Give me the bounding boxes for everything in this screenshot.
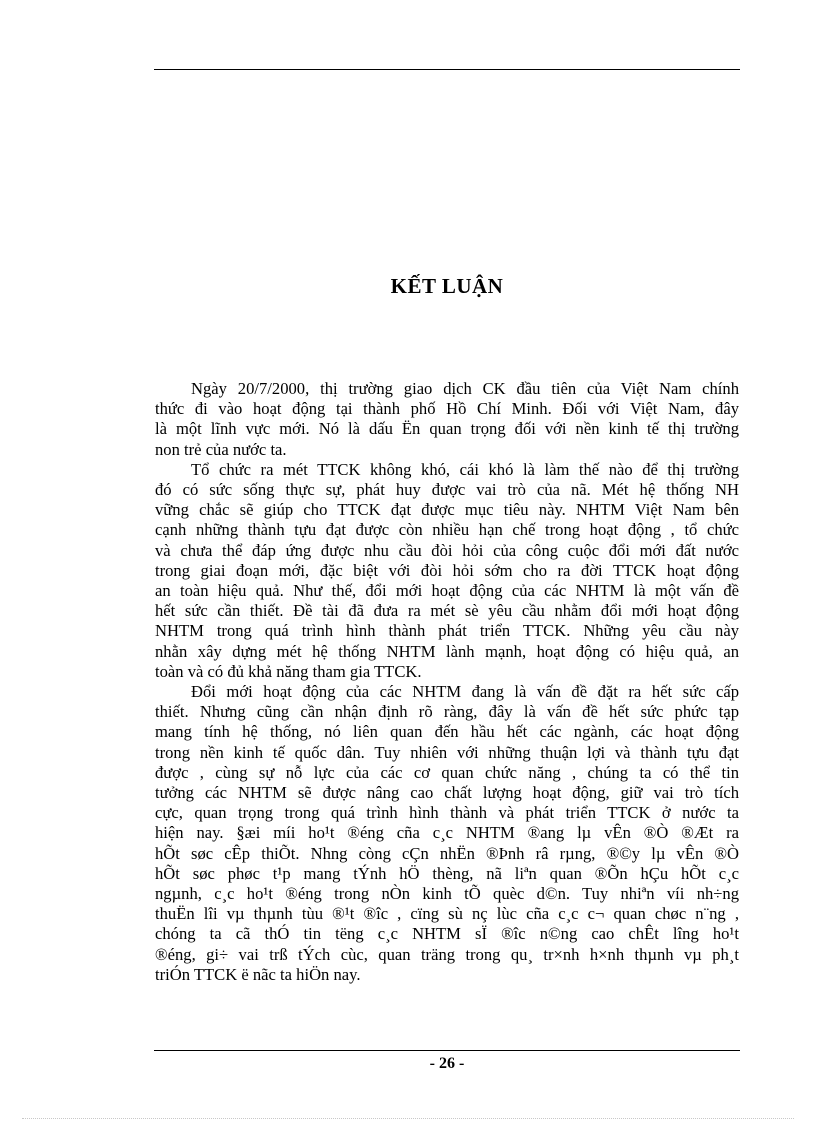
text-line: là một lĩnh vực mới. Nó là dấu Ën quan trọng đối với nền kinh tế thị trường xyxy=(155,419,739,439)
text-line: toàn và có đủ khả năng tham gia TTCK. xyxy=(155,661,422,681)
text-line: trong nền kinh tế quốc dân. Tuy nhiên với những thuận lợi và thành tựu đạt xyxy=(155,742,739,762)
text-line: cạnh những thành tựu đạt được còn nhiều hạn chế trong hoạt động , tổ chức xyxy=(155,520,739,540)
text-line: trong giai đoạn mới, đặc biệt với đòi hỏi sớm cho ra đời TTCK hoạt động xyxy=(155,560,739,580)
text-line: triÓn TTCK ë nãc ta hiÖn nay. xyxy=(155,964,361,984)
text-line: Ngày 20/7/2000, thị trường giao dịch CK đầu tiên của Việt Nam chính xyxy=(191,379,739,398)
text-line: hÕt søc cÊp thiÕt. Nhng còng cÇn nhËn ®Þnh râ rµng, ®©y lµ vÊn ®Ò xyxy=(155,843,739,863)
page-number: - 26 - xyxy=(429,1055,465,1072)
text-line: được , cùng sự nỗ lực của các cơ quan chức năng , chúng ta có thể tin xyxy=(155,762,739,782)
text-line: hiện nay. §æi míi ho¹t ®éng cña c¸c NHTM ®ang lµ vÊn ®Ò ®Æt ra xyxy=(155,823,739,843)
text-line: hÕt søc phøc t¹p mang tÝnh hÖ thèng, nã liªn quan ®Õn hÇu hÕt c¸c xyxy=(155,863,739,883)
text-line: chóng ta cã thÓ tin tëng c¸c NHTM sÏ ®îc n©ng cao chÊt lîng ho¹t xyxy=(155,924,739,944)
text-line: hết sức cần thiết. Đề tài đã đưa ra mét sè yêu cầu nhằm đổi mới hoạt động xyxy=(155,601,739,621)
footer-rule xyxy=(154,1050,740,1051)
text-line: cực, quan trọng trong quá trình hình thành và phát triển TTCK ở nước ta xyxy=(155,803,739,823)
header-rule xyxy=(154,69,740,70)
page-title: KẾT LUẬN xyxy=(390,274,504,298)
paragraph-1 xyxy=(155,379,739,460)
text-line: ngµnh, c¸c ho¹t ®éng trong nÒn kinh tÕ quèc d©n. Tuy nhiªn víi nh÷ng xyxy=(155,884,739,904)
page-edge-divider xyxy=(22,1118,794,1119)
paragraph-2 xyxy=(155,460,739,682)
document-body xyxy=(155,379,739,985)
text-line: đó có sức sống thực sự, phát huy được vai trò của nã. Mét hệ thống NH xyxy=(155,480,739,500)
text-line: nhằn xây dựng mét hệ thống NHTM lành mạnh, hoạt động có hiệu quả, an xyxy=(155,641,739,661)
text-line: tưởng các NHTM sẽ được nâng cao chất lượng hoạt động, giữ vai trò tích xyxy=(155,783,739,803)
text-line: thức đi vào hoạt động tại thành phố Hồ Chí Minh. Đối với Việt Nam, đây xyxy=(155,399,739,419)
paragraph-3 xyxy=(155,682,739,985)
text-line: Đổi mới hoạt động của các NHTM đang là vấn đề đặt ra hết sức cấp xyxy=(191,682,739,702)
text-line: Tổ chức ra mét TTCK không khó, cái khó là làm thế nào để thị trường xyxy=(191,459,739,479)
text-line: NHTM trong quá trình hình thành phát triển TTCK. Những yêu cầu này xyxy=(155,621,739,641)
text-line: vững chắc sẽ giúp cho TTCK đạt được mục tiêu này. NHTM Việt Nam bên xyxy=(155,500,739,520)
text-line: non trẻ của nước ta. xyxy=(155,439,287,459)
text-line: ®éng, gi÷ vai trß tÝch cùc, quan träng trong qu¸ tr×nh h×nh thµnh vµ ph¸t xyxy=(155,944,739,964)
text-line: thiết. Nhưng cũng cần nhận định rõ ràng, đây là vấn đề hết sức phức tạp xyxy=(155,702,739,722)
text-line: và chưa thể đáp ứng được nhu cầu đòi hỏi của công cuộc đổi mới đất nước xyxy=(155,540,739,560)
text-line: thuËn lîi vµ thµnh tùu ®¹t ®îc , cïng sù nç lùc cña c¸c c¬ quan chøc n¨ng , xyxy=(155,904,739,924)
text-line: an toàn hiệu quả. Như thế, đổi mới hoạt động của các NHTM là một vấn đề xyxy=(155,581,739,601)
text-line: mang tính hệ thống, nó liên quan đến hầu hết các ngành, các hoạt động xyxy=(155,722,739,742)
